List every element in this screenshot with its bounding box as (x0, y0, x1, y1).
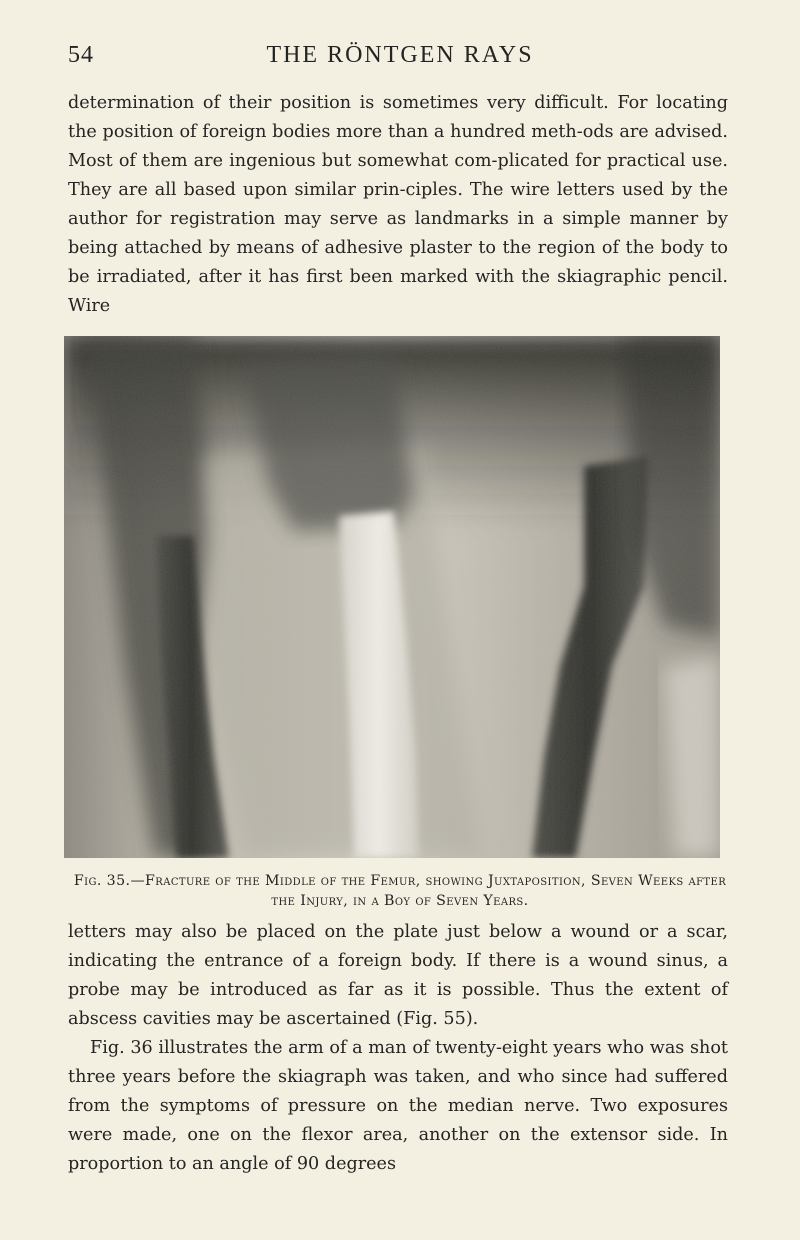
body-paragraph-next (68, 1034, 728, 1179)
xray-figure (64, 336, 720, 858)
body-paragraph-top: determination of their position is sometimes very difficult. For locating the position of foreign bodies more than a hundred meth-ods are advised. Most of them are ingenious but somewhat com-plicated for practical use. They are all based upon similar prin-ciples. The wire letters used by the author for registration may serve as landmarks in a simple manner by being attached by means of adhesive plaster to the region of the body to be irradiated, after it has first been marked with the skiagraphic pencil. Wire (68, 93, 728, 316)
body-paragraph-continued: letters may also be placed on the plate just below a wound or a scar, indicating the entrance of a foreign body. If there is a wound sinus, a probe may be introduced as far as it is possible. Thus the extent of abscess cavities may be ascertained (Fig. 55). (68, 922, 728, 1029)
page-header (64, 42, 736, 76)
running-title: THE RÖNTGEN RAYS (266, 42, 534, 68)
caption-text: —Fracture of the Middle of the Femur, showing Juxtaposition, Seven Weeks after the Injury, in a Boy of Seven Years. (130, 873, 727, 909)
page-number: 54 (68, 42, 94, 68)
xray-image (64, 336, 720, 858)
figure-caption (66, 871, 734, 911)
body-paragraph-next-text: Fig. 36 illustrates the arm of a man of twenty-eight years who was shot three years before the skiagraph was taken, and who since had suffered from the symptoms of pressure on the median nerve. Two exposures were made, one on the flexor area, another on the extensor side. In proportion to an angle of 90 degrees (68, 1038, 728, 1174)
caption-label: Fig. 35. (73, 873, 131, 889)
